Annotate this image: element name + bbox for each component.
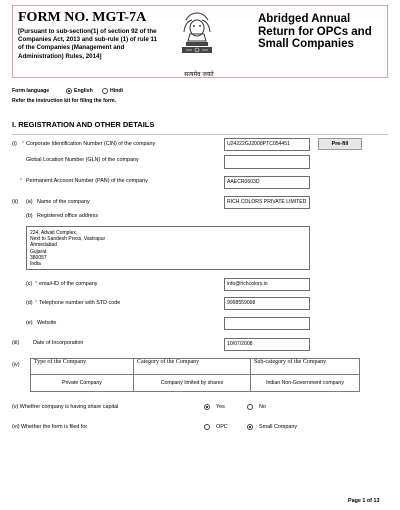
address-line: 224, Advait Complex, [30,230,78,236]
incorporation-number: (iii) [12,340,20,346]
company-name-field[interactable]: RICH COLORS PRIVATE LIMITED [224,196,310,209]
company-subcategory-value: Indian Non-Government company [251,375,360,392]
company-category-table [30,358,360,392]
required-marker: * [35,281,38,287]
address-line: Ahmedabad [30,242,57,249]
gln-label: Global Location Number (GLN) of the company [26,157,139,163]
language-hindi-radio[interactable] [102,88,108,94]
form-language-label: Form language [12,88,50,94]
prefill-button[interactable]: Pre-fill [318,138,362,150]
share-capital-yes-radio[interactable] [204,404,210,410]
section-title: I. REGISTRATION AND OTHER DETAILS [12,120,155,129]
pursuant-text: [Pursuant to sub-section(1) of section 92 of the Companies Act, 2013 and sub-rule (1) of rule 11 of the Companies (Management and Administration) Rules, 2014] [18,28,158,60]
website-sub: (e) [26,320,33,326]
phone-sub: (d) [26,300,33,306]
share-capital-yes-label: Yes [216,404,225,410]
filed-for-opc-radio[interactable] [204,424,210,430]
form-number: FORM NO. MGT-7A [18,10,147,25]
address-line: India [30,261,41,268]
phone-label: Telephone number with STD code [39,300,121,306]
form-title: Abridged Annual Return for OPCs and Small Companies [258,13,372,50]
language-english-radio[interactable] [66,88,72,94]
company-type-value: Private Company [31,375,134,392]
table-header: Category of the Company [134,359,251,375]
name-number: (ii) [12,199,18,205]
company-name-label: Name of the company [37,199,90,205]
address-textarea[interactable] [26,226,310,270]
language-english-label: English [74,88,93,94]
required-marker: * [20,178,23,184]
instruction-text: Refer the instruction kit for filing the form. [12,98,117,104]
filed-for-small-company-label: Small Company [259,424,298,430]
filed-for-label: (vi) Whether the form is filed for [12,424,88,430]
language-hindi-label: Hindi [110,88,123,94]
website-field[interactable] [224,317,310,330]
phone-field[interactable]: 9998559098 [224,297,310,310]
cin-number: (i) [12,141,17,147]
address-label: Registered office address [37,213,99,219]
gln-field[interactable] [224,155,310,169]
required-marker: * [22,141,25,147]
category-number: (iv) [12,362,20,368]
email-sub: (c) [26,281,33,287]
address-line: Gujarat [30,248,47,255]
name-sub: (a) [26,199,33,205]
pan-label: Permanent Account Number (PAN) of the company [26,178,148,184]
incorporation-label: Date of Incorporation [33,340,84,346]
cin-label: Corporate Identification Number (CIN) of the company [26,141,156,147]
national-emblem-icon [172,8,222,68]
email-field[interactable]: info@richcolors.in [224,278,310,291]
address-sub: (b) [26,213,33,219]
pan-field[interactable]: AAECR0603D [224,176,310,189]
website-label: Website [37,320,57,326]
company-category-value: Company limited by shares [134,375,251,392]
share-capital-no-radio[interactable] [247,404,253,410]
required-marker: * [35,300,38,306]
filed-for-opc-label: OPC [216,424,228,430]
filed-for-small-company-radio[interactable] [247,424,253,430]
cin-field[interactable]: U24222GJ2008PTC054451 [224,138,310,151]
address-line: Next to Sandesh Press, Vastrapur [30,236,106,243]
table-header: Type of the Company [31,359,134,375]
email-label: email-ID of the company [39,281,98,287]
page-number: Page 1 of 13 [348,498,380,504]
section-divider [12,134,388,135]
incorporation-date-field[interactable]: 10/07/2008 [224,338,310,351]
emblem-motto: सत्यमेव जयते [184,71,214,78]
share-capital-no-label: No [259,404,266,410]
share-capital-label: (v) Whether company is having share capital [12,404,119,410]
table-header: Sub-category of the Company [251,359,360,375]
address-line: 380057 [30,254,47,261]
